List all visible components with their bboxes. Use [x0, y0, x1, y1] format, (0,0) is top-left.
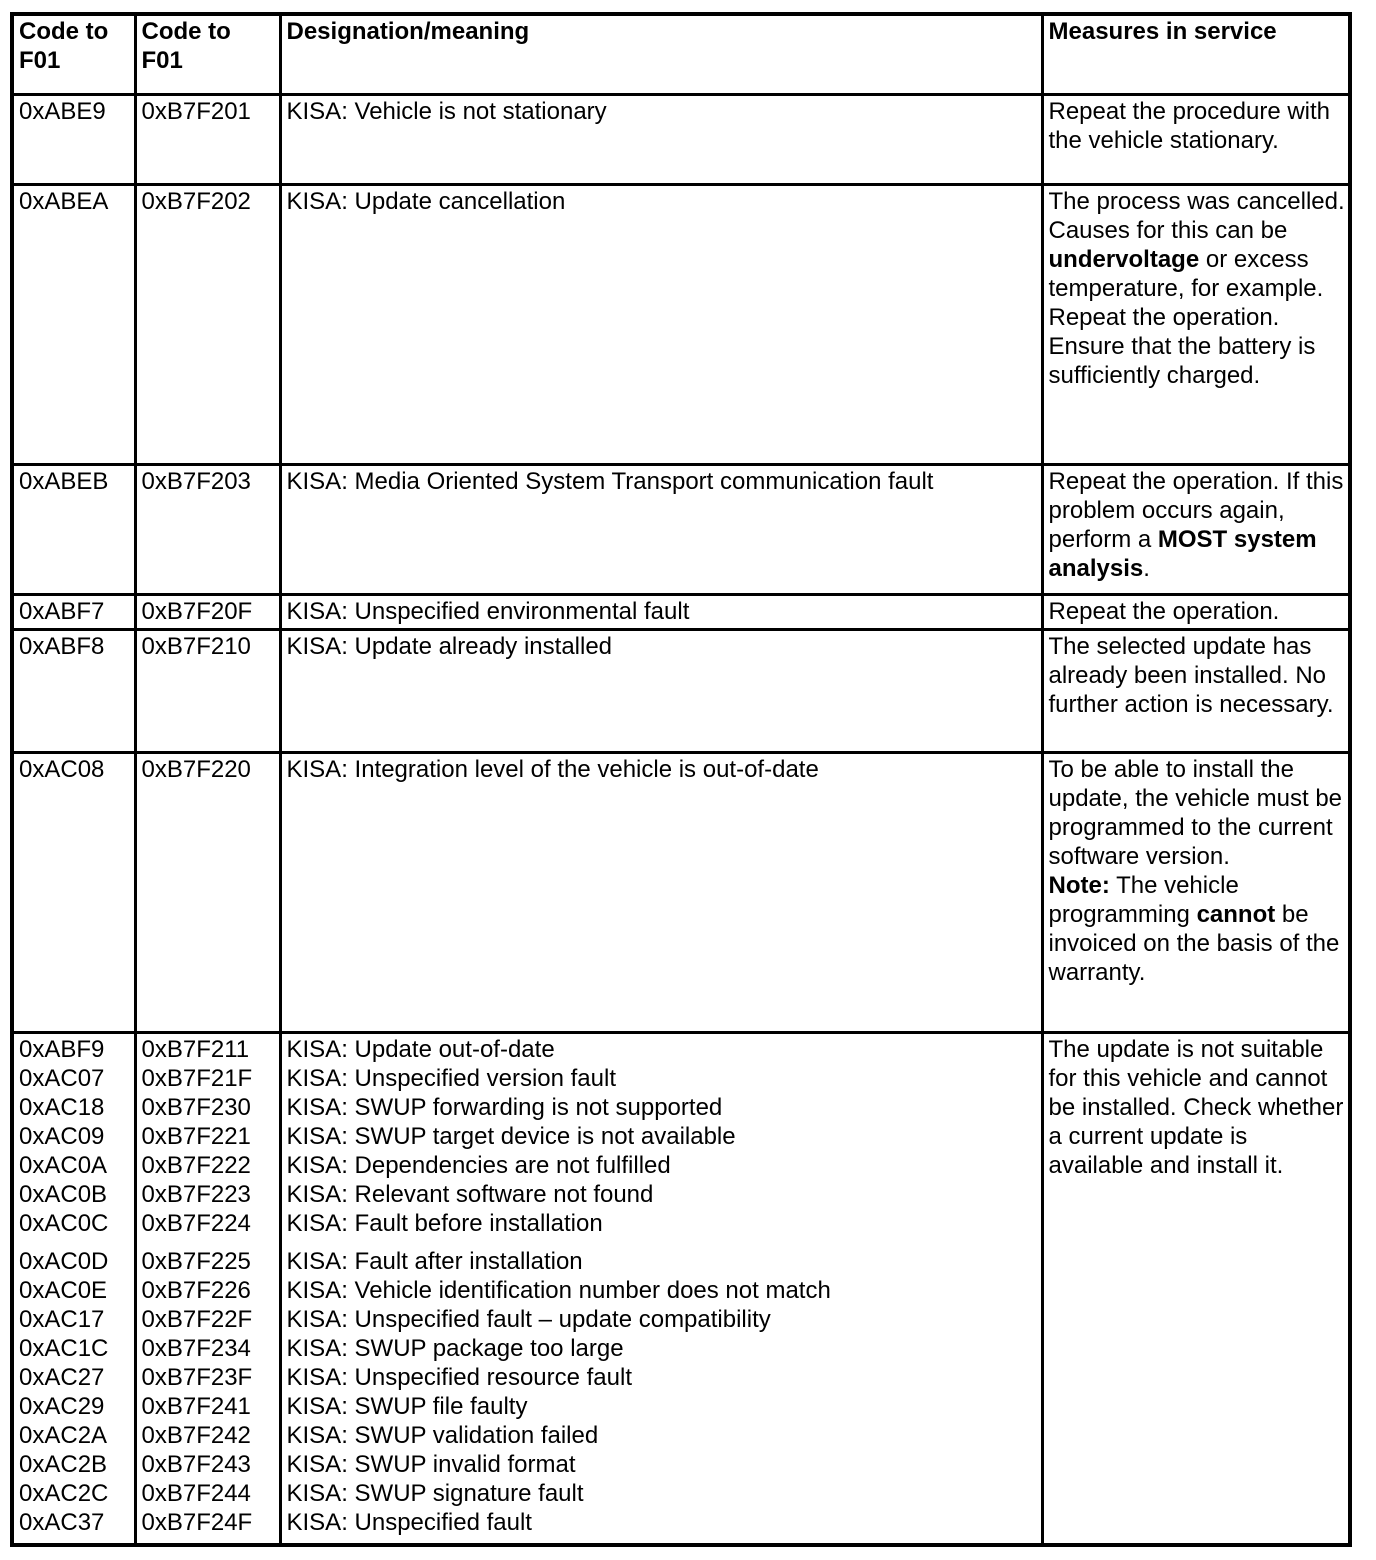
cell-code-f01-a: [12, 594, 135, 629]
header-measures: Measures in service: [1042, 14, 1350, 94]
designation-text: KISA: SWUP target device is not available: [286, 1122, 736, 1150]
code-value: 0xB7F24F: [141, 1508, 253, 1536]
cell-measures: [1042, 464, 1350, 594]
table-row: [12, 184, 1350, 464]
cell-measures: [1042, 1032, 1350, 1545]
designation-text: KISA: Vehicle identification number does not match: [286, 1276, 831, 1304]
code-value: 0xAC29: [19, 1392, 105, 1420]
code-value: 0xAC0E: [19, 1276, 108, 1304]
code-value: 0xAC09: [19, 1122, 105, 1150]
measures-paragraph: [1049, 597, 1346, 626]
cell-code-f01-b: [135, 184, 280, 464]
designation-text: KISA: Unspecified version fault: [286, 1064, 616, 1092]
measures-text: or excess temperature, for example. Repeat the operation. Ensure that the battery is sufficiently charged.: [1048, 245, 1324, 389]
cell-code-f01-a: [12, 94, 135, 184]
measures-text: Repeat the procedure with the vehicle stationary.: [1048, 97, 1331, 154]
designation-text: KISA: Unspecified fault: [286, 1508, 532, 1536]
code-value: 0xAC2A: [19, 1421, 108, 1449]
header-code-f01-b: Code to F01: [135, 14, 280, 94]
measures-text: The vehicle programming: [1048, 871, 1239, 928]
designation-text: KISA: SWUP invalid format: [286, 1450, 576, 1478]
code-value: 0xB7F211: [141, 1035, 250, 1063]
measures-text-bold: undervoltage: [1048, 245, 1200, 273]
code-value: 0xAC2C: [19, 1479, 109, 1507]
cell-code-f01-a: [12, 184, 135, 464]
cell-designation: [280, 1032, 1042, 1545]
cell-code-f01-b: [135, 94, 280, 184]
code-value: 0xB7F220: [141, 755, 251, 783]
designation-text: KISA: Update cancellation: [286, 187, 566, 215]
code-value: 0xAC27: [19, 1363, 105, 1391]
cell-code-f01-b: [135, 1032, 280, 1545]
designation-text: KISA: SWUP package too large: [286, 1334, 624, 1362]
code-value: 0xB7F202: [141, 187, 251, 215]
cell-code-f01-b: [135, 464, 280, 594]
code-value: 0xAC07: [19, 1064, 105, 1092]
measures-paragraph: [1049, 467, 1346, 583]
code-value: 0xAC17: [19, 1305, 105, 1333]
table-row: [12, 629, 1350, 752]
table-row: [12, 594, 1350, 629]
measures-paragraph: [1049, 755, 1346, 871]
designation-text: KISA: SWUP file faulty: [286, 1392, 528, 1420]
cell-measures: [1042, 752, 1350, 1032]
measures-paragraph: [1049, 1035, 1346, 1180]
cell-measures: [1042, 629, 1350, 752]
cell-code-f01-b: [135, 752, 280, 1032]
table-row: [12, 464, 1350, 594]
code-value: 0xABEA: [19, 187, 109, 215]
code-value: 0xB7F222: [141, 1151, 251, 1179]
cell-designation: [280, 184, 1042, 464]
code-value: 0xABF7: [19, 597, 105, 625]
measures-paragraph: [1049, 97, 1346, 155]
code-value: 0xAC0A: [19, 1151, 108, 1179]
table-body: [12, 94, 1350, 1545]
code-value: 0xABEB: [19, 467, 109, 495]
code-value: 0xB7F22F: [141, 1305, 253, 1333]
header-designation: Designation/meaning: [280, 14, 1042, 94]
measures-text-bold: Note:: [1048, 871, 1110, 899]
fault-code-table: [10, 12, 1352, 1547]
code-value: 0xB7F241: [141, 1392, 251, 1420]
code-value: 0xAC37: [19, 1508, 105, 1536]
code-value: 0xABE9: [19, 97, 106, 125]
code-value: 0xB7F223: [141, 1180, 251, 1208]
designation-text: KISA: Dependencies are not fulfilled: [286, 1151, 671, 1179]
measures-paragraph: [1049, 871, 1346, 987]
code-value: 0xB7F224: [141, 1209, 251, 1237]
code-value: 0xB7F23F: [141, 1363, 253, 1391]
measures-text: The update is not suitable for this vehicle and cannot be installed. Check whether a current update is available and install it.: [1048, 1035, 1344, 1179]
code-value: 0xB7F234: [141, 1334, 251, 1362]
cell-designation: [280, 464, 1042, 594]
cell-code-f01-b: [135, 629, 280, 752]
cell-measures: [1042, 94, 1350, 184]
measures-text: be invoiced on the basis of the warranty.: [1048, 900, 1340, 986]
measures-text-bold: MOST system analysis: [1048, 525, 1317, 582]
designation-text: KISA: Update already installed: [286, 632, 613, 660]
cell-designation: [280, 752, 1042, 1032]
table-row: [12, 1032, 1350, 1545]
designation-text: KISA: SWUP signature fault: [286, 1479, 584, 1507]
designation-text: KISA: Unspecified resource fault: [286, 1363, 633, 1391]
designation-text: KISA: SWUP forwarding is not supported: [286, 1093, 723, 1121]
code-value: 0xABF9: [19, 1035, 105, 1063]
code-value: 0xB7F210: [141, 632, 251, 660]
designation-text: KISA: Media Oriented System Transport communication fault: [286, 467, 934, 495]
designation-text: KISA: Vehicle is not stationary: [286, 97, 607, 125]
code-value: 0xAC0B: [19, 1180, 108, 1208]
cell-designation: [280, 594, 1042, 629]
code-value: 0xAC1C: [19, 1334, 109, 1362]
header-code-f01-a: Code to F01: [12, 14, 135, 94]
designation-text: KISA: Integration level of the vehicle is out-of-date: [286, 755, 819, 783]
code-value: 0xB7F243: [141, 1450, 251, 1478]
cell-code-f01-a: [12, 629, 135, 752]
cell-measures: [1042, 594, 1350, 629]
designation-text: KISA: Unspecified environmental fault: [286, 597, 690, 625]
cell-code-f01-b: [135, 594, 280, 629]
code-value: 0xAC0D: [19, 1247, 109, 1275]
measures-text-bold: cannot: [1196, 900, 1276, 928]
designation-text: KISA: Fault before installation: [286, 1209, 603, 1237]
measures-text: To be able to install the update, the vehicle must be programmed to the current software version.: [1048, 755, 1343, 870]
cell-designation: [280, 94, 1042, 184]
code-value: 0xB7F242: [141, 1421, 251, 1449]
designation-text: KISA: Fault after installation: [286, 1247, 583, 1275]
code-value: 0xABF8: [19, 632, 105, 660]
measures-text: The selected update has already been installed. No further action is necessary.: [1048, 632, 1334, 718]
table-row: [12, 752, 1350, 1032]
code-value: 0xAC18: [19, 1093, 105, 1121]
designation-text: KISA: Unspecified fault – update compatibility: [286, 1305, 771, 1333]
code-value: 0xB7F201: [141, 97, 251, 125]
measures-text: Repeat the operation. If this problem occurs again, perform a: [1048, 467, 1344, 553]
cell-code-f01-a: [12, 752, 135, 1032]
measures-paragraph: [1049, 187, 1346, 390]
code-value: 0xAC08: [19, 755, 105, 783]
table-row: [12, 94, 1350, 184]
designation-text: KISA: Relevant software not found: [286, 1180, 654, 1208]
code-value: 0xB7F225: [141, 1247, 251, 1275]
measures-paragraph: [1049, 632, 1346, 719]
code-value: 0xAC0C: [19, 1209, 109, 1237]
code-value: 0xB7F244: [141, 1479, 251, 1507]
code-value: 0xAC2B: [19, 1450, 108, 1478]
code-value: 0xB7F20F: [141, 597, 253, 625]
designation-text: KISA: Update out-of-date: [286, 1035, 555, 1063]
designation-text: KISA: SWUP validation failed: [286, 1421, 599, 1449]
code-value: 0xB7F230: [141, 1093, 251, 1121]
code-value: 0xB7F221: [141, 1122, 251, 1150]
code-value: 0xB7F203: [141, 467, 251, 495]
cell-designation: [280, 629, 1042, 752]
cell-code-f01-a: [12, 1032, 135, 1545]
code-value: 0xB7F21F: [141, 1064, 253, 1092]
measures-text: Repeat the operation.: [1048, 597, 1280, 625]
cell-code-f01-a: [12, 464, 135, 594]
table-header-row: [12, 14, 1350, 94]
cell-measures: [1042, 184, 1350, 464]
measures-text: .: [1143, 554, 1150, 582]
measures-text: The process was cancelled. Causes for this can be: [1048, 187, 1345, 244]
code-value: 0xB7F226: [141, 1276, 251, 1304]
